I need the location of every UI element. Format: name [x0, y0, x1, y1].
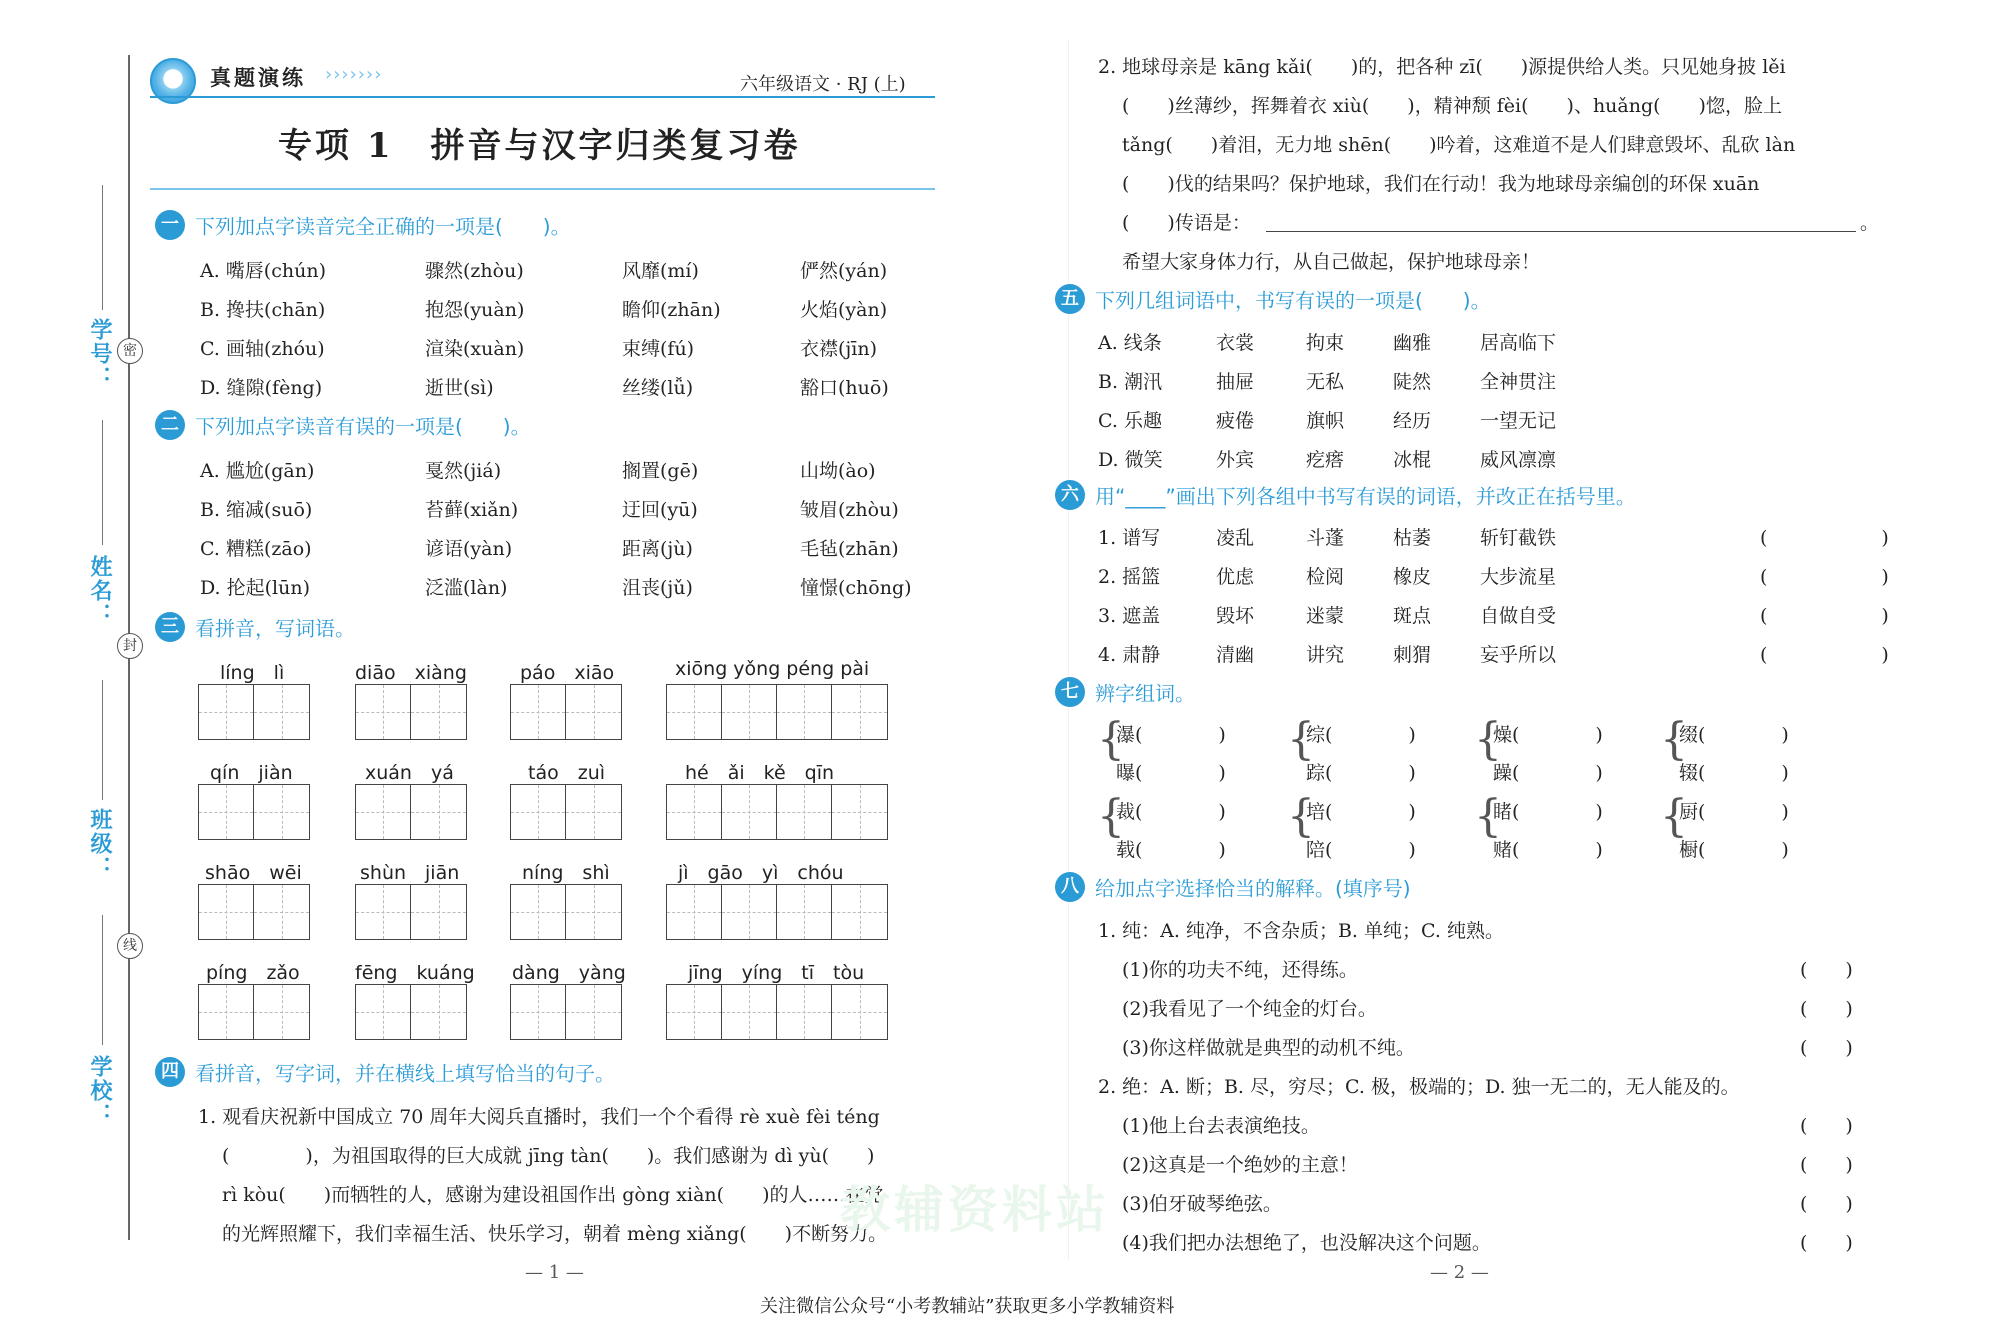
- char-word-slot[interactable]: 燥( ): [1493, 724, 1603, 746]
- writing-grid[interactable]: [355, 784, 467, 840]
- word-item: 幽雅: [1393, 332, 1432, 354]
- char-word-slot[interactable]: 缀( ): [1679, 724, 1789, 746]
- option-a-item: 风靡(mí): [622, 260, 699, 282]
- word-item: 迷蒙: [1306, 605, 1345, 627]
- page-title: 专项 1 拼音与汉字归类复习卷: [278, 126, 801, 166]
- word-item: 衣裳: [1216, 332, 1255, 354]
- answer-paren[interactable]: ( ): [1760, 644, 1889, 666]
- word-item: 清幽: [1216, 644, 1255, 666]
- grade-label: 六年级语文 · RJ (上): [740, 74, 906, 95]
- seal-mark: 封: [117, 633, 143, 659]
- option-c-item: 渲染(xuàn): [425, 338, 525, 360]
- question-item: (1)他上台去表演绝技。: [1122, 1115, 1320, 1137]
- section-title: 下列加点字读音完全正确的一项是( )。: [195, 214, 571, 239]
- option-c-item: C. 糟糕(zāo): [200, 538, 312, 560]
- passage-line: 1. 观看庆祝新中国成立 70 周年大阅兵直播时，我们一个个看得 rè xuè fèi téng: [198, 1106, 880, 1128]
- option-b-item: 抱怨(yuàn): [425, 299, 525, 321]
- answer-paren[interactable]: ( ): [1800, 1037, 1853, 1059]
- section-number: 八: [1055, 872, 1085, 902]
- word-item: 3. 遮盖: [1098, 605, 1161, 627]
- option-a-item: 骤然(zhòu): [425, 260, 524, 282]
- word-item: B. 潮汛: [1098, 371, 1163, 393]
- section-number: 三: [155, 612, 185, 642]
- class-label: 班级：: [87, 808, 112, 880]
- section-number: 二: [155, 410, 185, 440]
- section-number: 七: [1055, 677, 1085, 707]
- option-d-item: 丝缕(lǚ): [622, 377, 694, 399]
- question-stem: 2. 绝：A. 断；B. 尽，穷尽；C. 极，极端的；D. 独一无二的，无人能及的。: [1098, 1076, 1740, 1098]
- answer-paren[interactable]: ( ): [1800, 1154, 1853, 1176]
- seal-mark: 密: [117, 338, 143, 364]
- option-d-item: 泛滥(làn): [425, 577, 508, 599]
- brace-icon: {: [1097, 791, 1125, 842]
- section-title: 辨字组词。: [1095, 681, 1195, 706]
- pinyin-prompt: píng zǎo: [206, 962, 300, 984]
- option-c-item: 谚语(yàn): [425, 538, 513, 560]
- pinyin-prompt: xiōng yǒng péng pài: [675, 658, 870, 680]
- brace-icon: {: [1474, 714, 1502, 765]
- section-7-heading: [1055, 677, 1195, 707]
- writing-grid[interactable]: [666, 684, 888, 740]
- question-item: (3)伯牙破琴绝弦。: [1122, 1193, 1282, 1215]
- word-item: A. 线条: [1098, 332, 1162, 354]
- blank-line: [102, 420, 103, 545]
- pinyin-prompt: shāo wēi: [205, 862, 302, 884]
- section-number: 四: [155, 1057, 185, 1087]
- question-item: (4)我们把办法想绝了，也没解决这个问题。: [1122, 1232, 1491, 1254]
- option-d-item: 憧憬(chōng): [800, 577, 912, 599]
- word-item: 拘束: [1306, 332, 1345, 354]
- blank-line: [102, 915, 103, 1045]
- page-number: — 2 —: [1430, 1262, 1489, 1283]
- char-word-slot[interactable]: 躁( ): [1493, 762, 1603, 784]
- pinyin-prompt: shùn jiān: [360, 862, 460, 884]
- brace-icon: {: [1287, 714, 1315, 765]
- writing-grid[interactable]: [355, 884, 467, 940]
- arrows-decoration: ›››››››: [325, 64, 383, 85]
- option-d-item: D. 抡起(lūn): [200, 577, 311, 599]
- word-item: 自做自受: [1480, 605, 1557, 627]
- writing-grid[interactable]: [510, 684, 622, 740]
- passage-line: 的光辉照耀下，我们幸福生活、快乐学习，朝着 mèng xiǎng( )不断努力。: [222, 1223, 888, 1245]
- section-2-heading: [155, 410, 531, 440]
- word-item: 外宾: [1216, 449, 1255, 471]
- section-5-heading: [1055, 284, 1491, 314]
- writing-grid[interactable]: [198, 684, 310, 740]
- brand-title: 真题演练: [210, 65, 306, 90]
- word-item: 冰棍: [1393, 449, 1432, 471]
- word-item: 凌乱: [1216, 527, 1255, 549]
- option-b-item: 迂回(yū): [622, 499, 698, 521]
- pinyin-prompt: hé ǎi kě qīn: [685, 762, 835, 784]
- option-a-item: 山坳(ào): [800, 460, 876, 482]
- section-number: 六: [1055, 480, 1085, 510]
- pinyin-prompt: diāo xiàng: [355, 662, 467, 684]
- option-c-item: 束缚(fú): [622, 338, 695, 360]
- name-label: 姓名：: [87, 555, 112, 627]
- page-number: — 1 —: [525, 1262, 584, 1283]
- pinyin-prompt: páo xiāo: [520, 662, 615, 684]
- brace-icon: {: [1287, 791, 1315, 842]
- option-a-item: A. 尴尬(gān): [200, 460, 315, 482]
- passage-line: ( )丝薄纱，挥舞着衣 xiù( )，精神颓 fèi( )、huǎng( )惚，脸上: [1122, 95, 1782, 117]
- option-d-item: 逝世(sì): [425, 377, 494, 399]
- passage-line: ( )，为祖国取得的巨大成就 jīng tàn( )。我们感谢为 dì yù( ): [222, 1145, 875, 1167]
- answer-paren[interactable]: ( ): [1800, 1193, 1853, 1215]
- word-item: 橡皮: [1393, 566, 1432, 588]
- writing-grid[interactable]: [666, 884, 888, 940]
- answer-paren[interactable]: ( ): [1760, 605, 1889, 627]
- char-word-slot[interactable]: 橱( ): [1679, 839, 1789, 861]
- word-item: 4. 肃静: [1098, 644, 1161, 666]
- passage-line: 2. 地球母亲是 kāng kǎi( )的，把各种 zī( )源提供给人类。只见她身披 lěi: [1098, 56, 1786, 78]
- option-b-item: 皱眉(zhòu): [800, 499, 899, 521]
- answer-paren[interactable]: ( ): [1760, 566, 1889, 588]
- blank-line: [102, 185, 103, 310]
- question-item: (3)你这样做就是典型的动机不纯。: [1122, 1037, 1415, 1059]
- pinyin-prompt: xuán yá: [365, 762, 454, 784]
- passage-line: tǎng( )着泪，无力地 shēn( )吟着，这难道不是人们肆意毁坏、乱砍 làn: [1122, 134, 1796, 156]
- pinyin-prompt: jì gāo yì chóu: [678, 862, 844, 884]
- word-item: 陡然: [1393, 371, 1432, 393]
- passage-line: ( )伐的结果吗？保护地球，我们在行动！我为地球母亲编创的环保 xuān: [1122, 173, 1760, 195]
- word-item: C. 乐趣: [1098, 410, 1162, 432]
- option-a-item: 搁置(gē): [622, 460, 699, 482]
- section-title: 看拼音，写字词，并在横线上填写恰当的句子。: [195, 1061, 615, 1086]
- option-c-item: 距离(jù): [622, 538, 693, 560]
- option-c-item: 毛毡(zhān): [800, 538, 899, 560]
- section-1-heading: [155, 210, 571, 240]
- word-item: 优虑: [1216, 566, 1255, 588]
- word-item: 斗蓬: [1306, 527, 1345, 549]
- char-word-slot[interactable]: 曝( ): [1116, 762, 1226, 784]
- option-c-item: 衣襟(jīn): [800, 338, 878, 360]
- pinyin-prompt: níng shì: [522, 862, 610, 884]
- char-word-slot[interactable]: 睹( ): [1493, 801, 1603, 823]
- option-b-item: B. 搀扶(chān): [200, 299, 326, 321]
- answer-paren[interactable]: ( ): [1800, 1115, 1853, 1137]
- word-item: 毁坏: [1216, 605, 1255, 627]
- char-word-slot[interactable]: 综( ): [1306, 724, 1416, 746]
- word-item: 经历: [1393, 410, 1432, 432]
- question-item: (2)这真是一个绝妙的主意！: [1122, 1154, 1358, 1176]
- writing-grid[interactable]: [198, 884, 310, 940]
- char-word-slot[interactable]: 赌( ): [1493, 839, 1603, 861]
- passage-line: rì kòu( )而牺牲的人，感谢为建设祖国作出 gòng xiàn( )的人……在党: [222, 1184, 884, 1206]
- option-b-item: 火焰(yàn): [800, 299, 888, 321]
- student-number-label: 学号：: [87, 318, 112, 390]
- option-d-item: D. 缝隙(fèng): [200, 377, 323, 399]
- char-word-slot[interactable]: 载( ): [1116, 839, 1226, 861]
- writing-grid[interactable]: [666, 984, 888, 1040]
- word-item: 一望无记: [1480, 410, 1557, 432]
- brace-icon: {: [1660, 714, 1688, 765]
- section-6-heading: [1055, 480, 1636, 510]
- char-word-slot[interactable]: 裁( ): [1116, 801, 1226, 823]
- answer-paren[interactable]: ( ): [1800, 959, 1853, 981]
- word-item: 居高临下: [1480, 332, 1557, 354]
- option-a-item: 俨然(yán): [800, 260, 888, 282]
- word-item: 枯萎: [1393, 527, 1432, 549]
- writing-grid[interactable]: [510, 984, 622, 1040]
- option-b-item: 瞻仰(zhān): [622, 299, 721, 321]
- pinyin-prompt: dàng yàng: [512, 962, 626, 984]
- word-item: 威风凛凛: [1480, 449, 1557, 471]
- word-item: 无私: [1306, 371, 1345, 393]
- word-item: 大步流星: [1480, 566, 1557, 588]
- section-title: 看拼音，写词语。: [195, 616, 355, 641]
- word-item: 斑点: [1393, 605, 1432, 627]
- section-title: 下列几组词语中，书写有误的一项是( )。: [1095, 288, 1491, 313]
- section-number: 一: [155, 210, 185, 240]
- writing-grid[interactable]: [510, 784, 622, 840]
- option-b-item: 苔藓(xiǎn): [425, 499, 519, 521]
- word-item: 疲倦: [1216, 410, 1255, 432]
- char-word-slot[interactable]: 培( ): [1306, 801, 1416, 823]
- footer-note: 关注微信公众号“小考教辅站”获取更多小学教辅资料: [760, 1296, 1175, 1317]
- writing-grid[interactable]: [198, 784, 310, 840]
- writing-grid[interactable]: [666, 784, 888, 840]
- word-item: 全神贯注: [1480, 371, 1557, 393]
- writing-grid[interactable]: [355, 984, 467, 1040]
- section-title: 给加点字选择恰当的解释。(填序号): [1095, 876, 1411, 901]
- writing-grid[interactable]: [510, 884, 622, 940]
- title-rule: [150, 188, 935, 190]
- question-item: (1)你的功夫不纯，还得练。: [1122, 959, 1358, 981]
- pinyin-prompt: líng lì: [220, 662, 285, 684]
- char-word-slot[interactable]: 陪( ): [1306, 839, 1416, 861]
- section-4-heading: [155, 1057, 615, 1087]
- brace-icon: {: [1660, 791, 1688, 842]
- brace-icon: {: [1097, 714, 1125, 765]
- watermark-text: 教辅资料站: [840, 1181, 1110, 1239]
- option-d-item: 沮丧(jǔ): [622, 577, 693, 599]
- word-item: 疙瘩: [1306, 449, 1345, 471]
- period-mark: 。: [1860, 212, 1880, 234]
- section-3-heading: [155, 612, 355, 642]
- answer-paren[interactable]: ( ): [1800, 1232, 1853, 1254]
- writing-grid[interactable]: [355, 684, 467, 740]
- section-8-heading: [1055, 872, 1411, 902]
- char-word-slot[interactable]: 瀑( ): [1116, 724, 1226, 746]
- school-label: 学校：: [87, 1055, 112, 1127]
- passage-line: 希望大家身体力行，从自己做起，保护地球母亲！: [1122, 251, 1541, 273]
- answer-paren[interactable]: ( ): [1800, 998, 1853, 1020]
- option-a-item: A. 嘴唇(chún): [200, 260, 326, 282]
- seal-mark: 线: [117, 933, 143, 959]
- writing-grid[interactable]: [198, 984, 310, 1040]
- char-word-slot[interactable]: 厨( ): [1679, 801, 1789, 823]
- pinyin-prompt: táo zuì: [528, 762, 606, 784]
- option-a-item: 戛然(jiá): [425, 460, 502, 482]
- char-word-slot[interactable]: 辍( ): [1679, 762, 1789, 784]
- section-number: 五: [1055, 284, 1085, 314]
- word-item: 讲究: [1306, 644, 1345, 666]
- pinyin-prompt: fēng kuáng: [355, 962, 475, 984]
- word-item: 1. 谱写: [1098, 527, 1161, 549]
- word-item: 2. 摇篮: [1098, 566, 1161, 588]
- word-item: 检阅: [1306, 566, 1345, 588]
- page-divider: [1068, 40, 1069, 1260]
- option-b-item: B. 缩减(suō): [200, 499, 313, 521]
- passage-line: ( )传语是：: [1122, 212, 1251, 234]
- pinyin-prompt: jīng yíng tī tòu: [688, 962, 865, 984]
- pinyin-prompt: qín jiàn: [210, 762, 293, 784]
- answer-paren[interactable]: ( ): [1760, 527, 1889, 549]
- word-item: 旗帜: [1306, 410, 1345, 432]
- char-word-slot[interactable]: 踪( ): [1306, 762, 1416, 784]
- section-title: 用“____”画出下列各组中书写有误的词语，并改正在括号里。: [1095, 484, 1636, 509]
- brace-icon: {: [1474, 791, 1502, 842]
- blank-line: [102, 680, 103, 800]
- option-c-item: C. 画轴(zhóu): [200, 338, 325, 360]
- word-item: 抽屉: [1216, 371, 1255, 393]
- word-item: 刺猬: [1393, 644, 1432, 666]
- word-item: D. 微笑: [1098, 449, 1163, 471]
- slogan-answer-line[interactable]: [1266, 231, 1856, 232]
- word-item: 斩钉截铁: [1480, 527, 1557, 549]
- question-stem: 1. 纯：A. 纯净，不含杂质；B. 单纯；C. 纯熟。: [1098, 920, 1504, 942]
- question-item: (2)我看见了一个纯金的灯台。: [1122, 998, 1377, 1020]
- option-d-item: 豁口(huō): [800, 377, 889, 399]
- section-title: 下列加点字读音有误的一项是( )。: [195, 414, 531, 439]
- word-item: 妄乎所以: [1480, 644, 1557, 666]
- header-rule: [150, 96, 935, 98]
